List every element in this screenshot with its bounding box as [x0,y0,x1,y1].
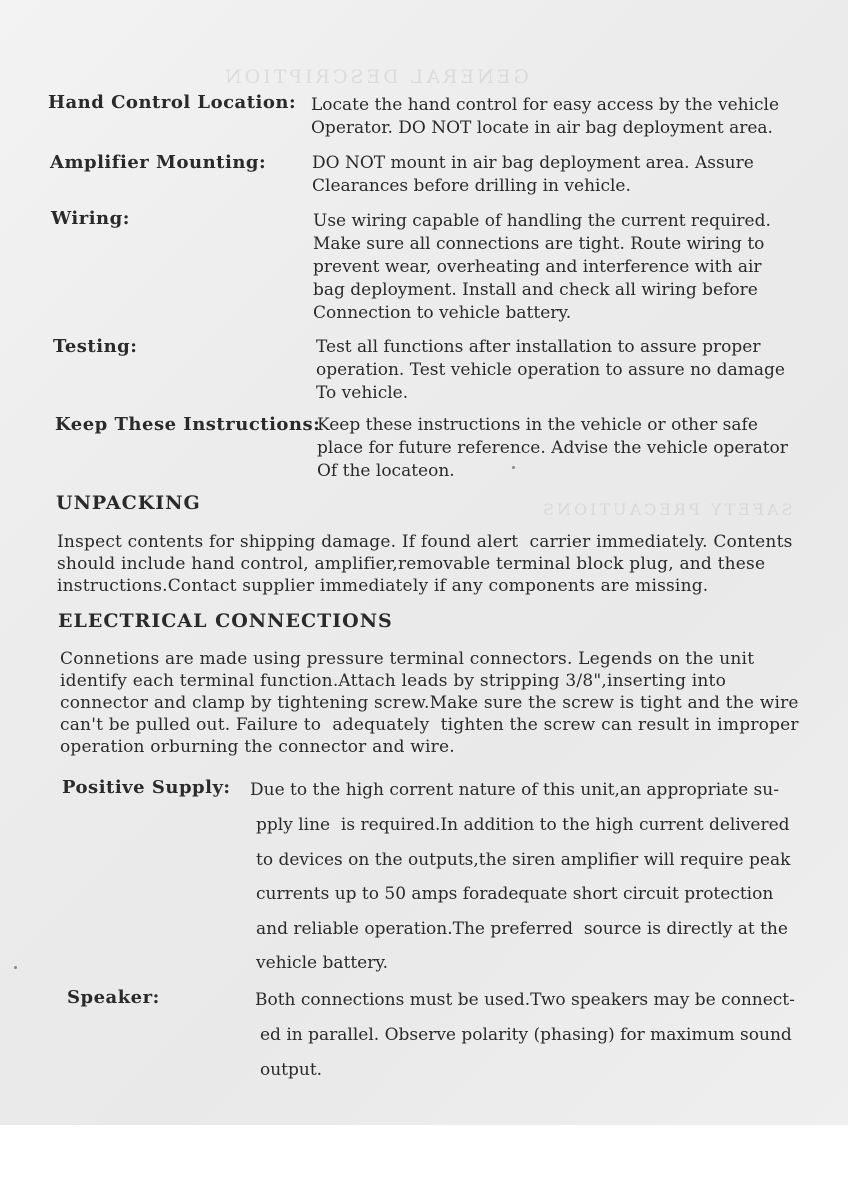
term-amplifier-mounting: Amplifier Mounting: [50,152,267,173]
def-keep-instructions: Keep these instructions in the vehicle or other safe place for future reference. Advise the vehicle operator Of the locateon. [317,415,788,481]
term-hand-control-location: Hand Control Location: [48,92,297,113]
def-speaker: ed in parallel. Observe polarity (phasing) for maximum sound output. [260,1025,792,1080]
text-unpacking: Inspect contents for shipping damage. If found alert carrier immediately. Contents should include hand control, amplifier,removable terminal block plug, and these instructions.Contact supplier immediately if any components are missing. [57,532,793,596]
def-positive-supply: pply line is required.In addition to the high current delivered to devices on the outputs,the siren amplifier will require peak currents up to 50 amps foradequate short circuit protection and reliable operation.The preferred source is directly at the vehicle battery. [256,815,791,973]
def-speaker-first-line: Both connections must be used.Two speakers may be connect- [255,990,795,1010]
def-wiring: Use wiring capable of handling the current required. Make sure all connections are tight. Route wiring to prevent wear, overheating and interference with air bag deployment. Install and check all wiring before Connection to vehicle battery. [313,211,771,323]
heading-unpacking: UNPACKING [56,492,201,514]
show-through-heading-2: SAFETY PRECAUTIONS [540,500,793,519]
term-testing: Testing: [53,336,138,357]
def-amplifier-mounting: DO NOT mount in air bag deployment area. Assure Clearances before drilling in vehicle. [312,153,754,196]
def-hand-control-location: Locate the hand control for easy access by the vehicle Operator. DO NOT locate in air bag deployment area. [311,95,780,138]
term-wiring: Wiring: [51,208,130,229]
term-keep-instructions: Keep These Instructions: [55,414,321,435]
text-electrical-connections: Connetions are made using pressure terminal connectors. Legends on the unit identify each terminal function.Attach leads by stripping 3/8",inserting into connector and clamp by tightening screw.Make sure the screw is tight and the wire can't be pulled out. Failure to adequately tighten the screw can result in improper operation orburning the connector and wire. [60,649,799,757]
heading-electrical-connections: ELECTRICAL CONNECTIONS [58,610,393,632]
def-testing: Test all functions after installation to assure proper operation. Test vehicle operation to assure no damage To vehicle. [316,337,785,403]
term-positive-supply: Positive Supply: [62,777,231,798]
scan-speck [512,466,515,469]
term-speaker: Speaker: [67,987,160,1008]
def-positive-supply-first-line: Due to the high corrent nature of this unit,an appropriate su- [250,780,779,800]
show-through-heading: GENERAL DESCRIPTION [222,66,529,88]
scan-speck [14,966,17,969]
